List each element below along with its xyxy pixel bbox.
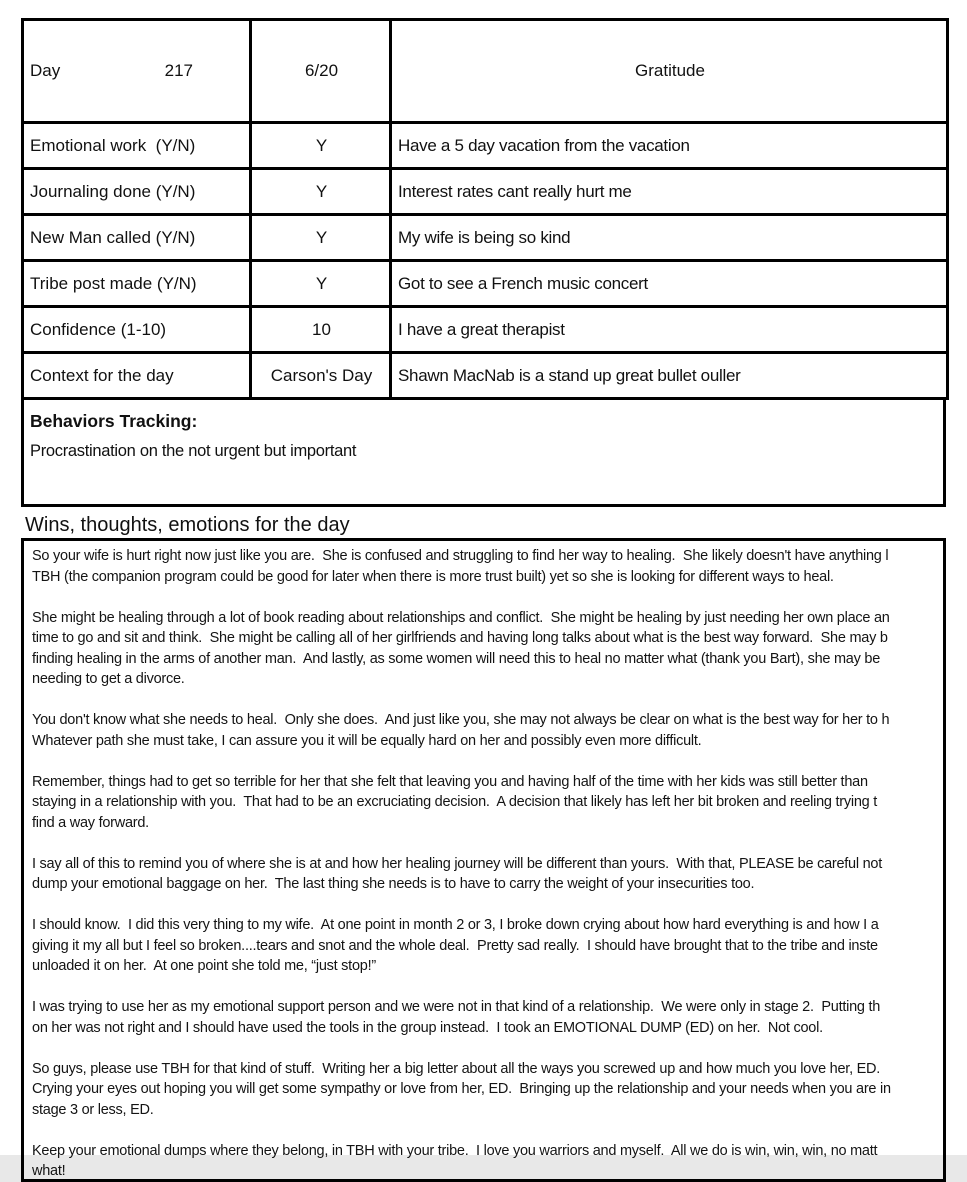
- row-gratitude[interactable]: I have a great therapist: [391, 307, 948, 353]
- row-value[interactable]: Y: [251, 123, 391, 169]
- paragraph: [32, 915, 943, 977]
- row-value[interactable]: Y: [251, 169, 391, 215]
- paragraph: [32, 1141, 943, 1182]
- paragraph: [32, 710, 943, 751]
- paragraph: [32, 608, 943, 690]
- table-row: [23, 20, 948, 123]
- row-label: Journaling done (Y/N): [23, 169, 251, 215]
- paragraph: [32, 1059, 943, 1121]
- row-label: Confidence (1-10): [23, 307, 251, 353]
- row-gratitude[interactable]: Got to see a French music concert: [391, 261, 948, 307]
- paragraph-line: So your wife is hurt right now just like you are. She is confused and struggling to find her way to healing. She likely doesn't have anything l: [32, 548, 889, 564]
- table-row: [23, 123, 948, 169]
- wins-paragraphs: [32, 546, 943, 1182]
- table-row: [23, 215, 948, 261]
- day-label: Day: [30, 61, 61, 80]
- paragraph: [32, 546, 943, 587]
- worksheet-content: [21, 18, 946, 1182]
- paragraph-line: dump your emotional baggage on her. The last thing she needs is to have to carry the weight of your insecurities too.: [32, 876, 755, 892]
- paragraph-line: on her was not right and I should have used the tools in the group instead. I took an EMOTIONAL DUMP (ED) on her. Not cool.: [32, 1019, 823, 1036]
- paragraph-line: needing to get a divorce.: [32, 671, 185, 687]
- row-label: Tribe post made (Y/N): [23, 261, 251, 307]
- paragraph-line: unloaded it on her. At one point she told me, “just stop!”: [32, 958, 376, 974]
- row-label: Emotional work (Y/N): [23, 123, 251, 169]
- paragraph-line: Crying your eyes out hoping you will get some sympathy or love from her, ED. Bringing up the relationship and your needs when you are in: [32, 1081, 891, 1097]
- gratitude-header: Gratitude: [391, 20, 948, 123]
- table-row: [23, 307, 948, 353]
- paragraph-line: giving it my all but I feel so broken....tears and snot and the whole deal. Pretty sad really. I should have brought that to the tribe and inste: [32, 937, 878, 954]
- behaviors-section[interactable]: [21, 400, 946, 507]
- paragraph-line: Remember, things had to get so terrible for her that she felt that leaving you and having half of the time with her kids was still better than: [32, 773, 868, 790]
- tracker-table: [21, 18, 949, 400]
- wins-heading: Wins, thoughts, emotions for the day: [25, 514, 350, 536]
- paragraph-line: time to go and sit and think. She might be calling all of her girlfriends and having long talks about what is the best way forward. She may b: [32, 630, 888, 646]
- day-cell[interactable]: [23, 20, 251, 123]
- paragraph: [32, 854, 943, 895]
- row-value[interactable]: Y: [251, 261, 391, 307]
- table-row: [23, 261, 948, 307]
- row-gratitude[interactable]: My wife is being so kind: [391, 215, 948, 261]
- paragraph-line: I say all of this to remind you of where she is at and how her healing journey will be different than yours. With that, PLEASE be careful not: [32, 855, 883, 872]
- paragraph-line: You don't know what she needs to heal. Only she does. And just like you, she may not always be clear on what is the best way for her to h: [32, 712, 890, 728]
- row-gratitude[interactable]: Have a 5 day vacation from the vacation: [391, 123, 948, 169]
- behaviors-title: Behaviors Tracking:: [30, 411, 198, 431]
- row-gratitude[interactable]: Shawn MacNab is a stand up great bullet ouller: [391, 353, 948, 399]
- row-label: Context for the day: [23, 353, 251, 399]
- paragraph-line: stage 3 or less, ED.: [32, 1101, 154, 1118]
- behaviors-entry: Procrastination on the not urgent but important: [30, 442, 357, 460]
- day-number: 217: [164, 61, 193, 80]
- paragraph-line: I should know. I did this very thing to my wife. At one point in month 2 or 3, I broke down crying about how hard everything is and how I a: [32, 917, 879, 933]
- row-label: New Man called (Y/N): [23, 215, 251, 261]
- paragraph: [32, 772, 943, 834]
- paragraph-line: I was trying to use her as my emotional support person and we were not in that kind of a relationship. We were only in stage 2. Putting th: [32, 999, 881, 1015]
- paragraph-line: find a way forward.: [32, 814, 149, 831]
- row-value[interactable]: Y: [251, 215, 391, 261]
- paragraph-line: staying in a relationship with you. That had to be an excruciating decision. A decision that likely has left her bit broken and reeling trying t: [32, 794, 878, 810]
- paragraph: [32, 997, 943, 1038]
- date-cell[interactable]: 6/20: [251, 20, 391, 123]
- paragraph-line: what!: [32, 1163, 66, 1179]
- paragraph-line: She might be healing through a lot of book reading about relationships and conflict. She might be healing by just needing her own place an: [32, 609, 890, 626]
- paragraph-line: So guys, please use TBH for that kind of stuff. Writing her a big letter about all the ways you screwed up and how much you love her, ED.: [32, 1060, 881, 1077]
- table-row: [23, 353, 948, 399]
- paragraph-line: finding healing in the arms of another man. And lastly, as some women will need this to heal no matter what (thank you Bart), she may be: [32, 650, 881, 667]
- paragraph-line: TBH (the companion program could be good for later when there is more trust built) yet so she is looking for different ways to heal.: [32, 568, 834, 585]
- row-gratitude[interactable]: Interest rates cant really hurt me: [391, 169, 948, 215]
- row-value[interactable]: Carson's Day: [251, 353, 391, 399]
- wins-textarea[interactable]: [21, 538, 946, 1182]
- paragraph-line: Whatever path she must take, I can assure you it will be equally hard on her and possibly even more difficult.: [32, 732, 702, 749]
- paragraph-line: Keep your emotional dumps where they belong, in TBH with your tribe. I love you warriors and myself. All we do is win, win, win, no matt: [32, 1142, 878, 1159]
- table-row: [23, 169, 948, 215]
- row-value[interactable]: 10: [251, 307, 391, 353]
